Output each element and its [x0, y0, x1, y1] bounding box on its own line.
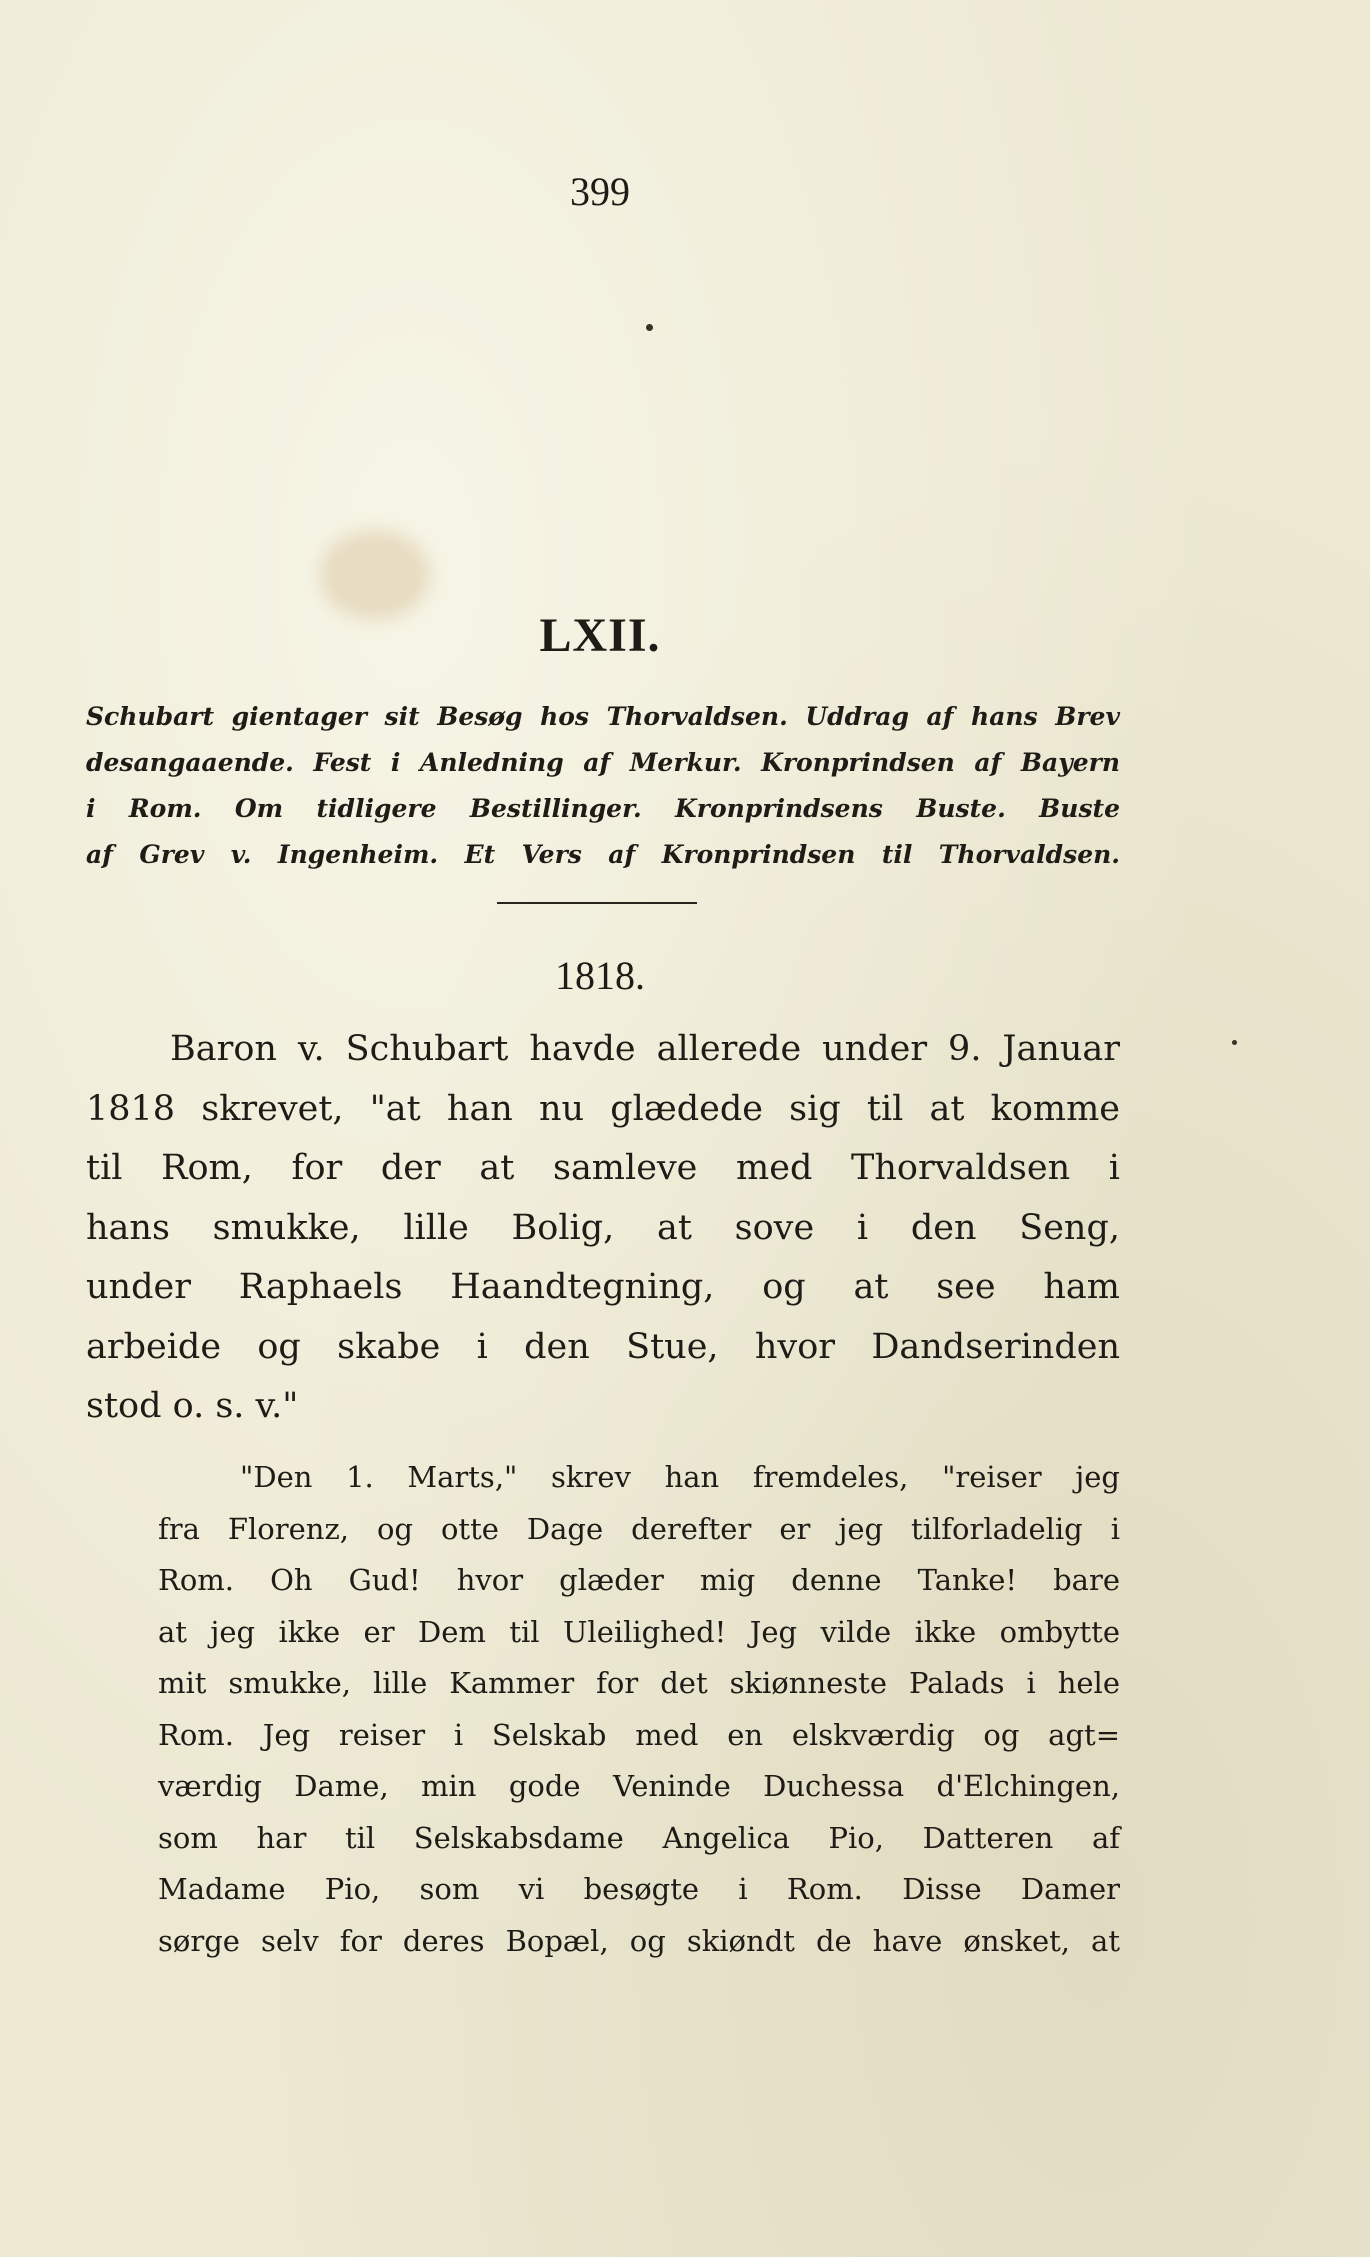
paragraph-line: hans smukke, lille Bolig, at sove i den Seng, — [86, 1207, 1120, 1248]
paragraph-line: som har til Selskabsdame Angelica Pio, Datteren af — [158, 1820, 1120, 1855]
paragraph-line: fra Florenz, og otte Dage derefter er jeg tilforladelig i — [158, 1511, 1120, 1546]
summary-line: Schubart gientager sit Besøg hos Thorvaldsen. Uddrag af hans Brev — [86, 702, 1120, 731]
paragraph-line: mit smukke, lille Kammer for det skiønneste Palads i hele — [158, 1666, 1120, 1700]
paragraph-line: til Rom, for der at samleve med Thorvaldsen i — [86, 1148, 1120, 1188]
paragraph-line: "Den 1. Marts," skrev han fremdeles, "reiser jeg — [240, 1460, 1120, 1494]
summary-line: i Rom. Om tidligere Bestillinger. Kronprindsens Buste. Buste — [86, 794, 1120, 823]
paragraph-line: sørge selv for deres Bopæl, og skiøndt de have ønsket, at — [158, 1923, 1120, 1958]
ink-speck — [1232, 1040, 1237, 1045]
paragraph-line: arbeide og skabe i den Stue, hvor Dandserinden — [86, 1326, 1120, 1367]
paragraph-line: under Raphaels Haandtegning, og at see ham — [86, 1267, 1120, 1307]
paper-stain — [320, 530, 430, 620]
quote-paragraph — [158, 1452, 1120, 1967]
paragraph-line: Baron v. Schubart havde allerede under 9. Januar — [170, 1029, 1120, 1069]
paragraph-line: Rom. Oh Gud! hvor glæder mig denne Tanke! bare — [158, 1563, 1120, 1597]
chapter-summary — [86, 694, 1120, 878]
paragraph-line: værdig Dame, min gode Veninde Duchessa d'Elchingen, — [158, 1769, 1120, 1803]
ink-speck — [646, 324, 653, 331]
paragraph-line: 1818 skrevet, "at han nu glædede sig til at komme — [86, 1088, 1120, 1129]
year-heading: 1818. — [555, 953, 645, 998]
paragraph-line: stod o. s. v." — [86, 1386, 299, 1426]
summary-line: desangaaende. Fest i Anledning af Merkur. Kronprindsen af Bayern — [86, 748, 1120, 777]
page-number: 399 — [570, 169, 630, 214]
paragraph-line: Madame Pio, som vi besøgte i Rom. Disse Damer — [158, 1872, 1120, 1906]
section-divider — [497, 902, 697, 904]
chapter-heading: LXII. — [539, 609, 661, 662]
main-paragraph — [86, 1020, 1120, 1437]
paragraph-line: Rom. Jeg reiser i Selskab med en elskværdig og agt= — [158, 1717, 1120, 1752]
summary-line: af Grev v. Ingenheim. Et Vers af Kronprindsen til Thorvaldsen. — [86, 840, 1120, 869]
paragraph-line: at jeg ikke er Dem til Uleilighed! Jeg vilde ikke ombytte — [158, 1614, 1120, 1649]
